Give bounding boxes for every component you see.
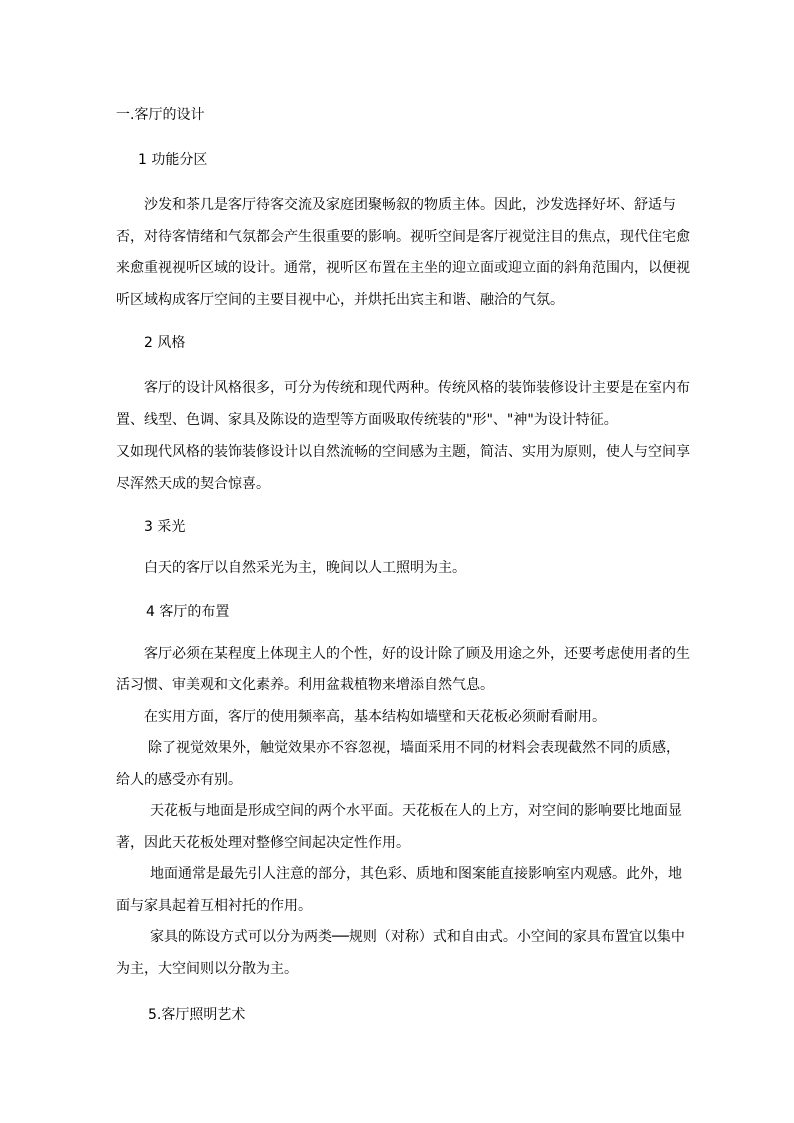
section-4-paragraph-2: 在实用方面，客厅的使用频率高，基本结构如墙壁和天花板必须耐看耐用。 [144,708,606,725]
section-heading-3: 3 采光 [144,519,186,535]
section-2-paragraph-1: 客厅的设计风格很多，可分为传统和现代两种。传统风格的装饰装修设计主要是在室内布置、线型、色调、家具及陈设的造型等方面吸取传统装的"形"、"神"为设计特征。 [116,380,690,428]
section-heading-1: 1 功能分区 [138,152,208,168]
section-4-paragraph-3: 除了视觉效果外，触觉效果亦不容忽视，墙面采用不同的材料会表现截然不同的质感，给人的感受亦有别。 [116,740,680,788]
section-1-paragraph-1: 沙发和茶几是客厅待客交流及家庭团聚畅叙的物质主体。因此，沙发选择好坏、舒适与否，对待客情绪和气氛都会产生很重要的影响。视听空间是客厅视觉注目的焦点，现代住宅愈来愈重视视听区域的设计。通常，视听区布置在主坐的迎立面或迎立面的斜角范围内，以便视听区域构成客厅空间的主要目视中心，并烘托出宾主和谐、融洽的气氛。 [116,197,690,308]
section-3-paragraph-1: 白天的客厅以自然采光为主，晚间以人工照明为主。 [144,560,466,576]
section-heading-4: 4 客厅的布置 [146,603,230,620]
section-4-paragraph-6: 家具的陈设方式可以分为两类──规则（对称）式和自由式。小空间的家具布置宜以集中为主，大空间则以分散为主。 [116,929,685,977]
section-4-paragraph-1: 客厅必须在某程度上体现主人的个性，好的设计除了顾及用途之外，还要考虑使用者的生活习惯、审美观和文化素养。利用盆栽植物来增添自然气息。 [116,645,690,693]
section-heading-5: 5.客厅照明艺术 [148,1007,246,1023]
section-4-paragraph-5: 地面通常是最先引人注意的部分，其色彩、质地和图案能直接影响室内观感。此外，地面与家具起着互相衬托的作用。 [116,866,682,914]
section-4-paragraph-4: 天花板与地面是形成空间的两个水平面。天花板在人的上方，对空间的影响要比地面显著，因此天花板处理对整修空间起决定性作用。 [116,803,682,851]
document-body [116,103,690,1027]
section-2-paragraph-2: 又如现代风格的装饰装修设计以自然流畅的空间感为主题，简洁、实用为原则，使人与空间享尽浑然天成的契合惊喜。 [116,444,690,492]
document-title: 一.客厅的设计 [116,107,205,123]
section-heading-2: 2 风格 [144,335,186,351]
